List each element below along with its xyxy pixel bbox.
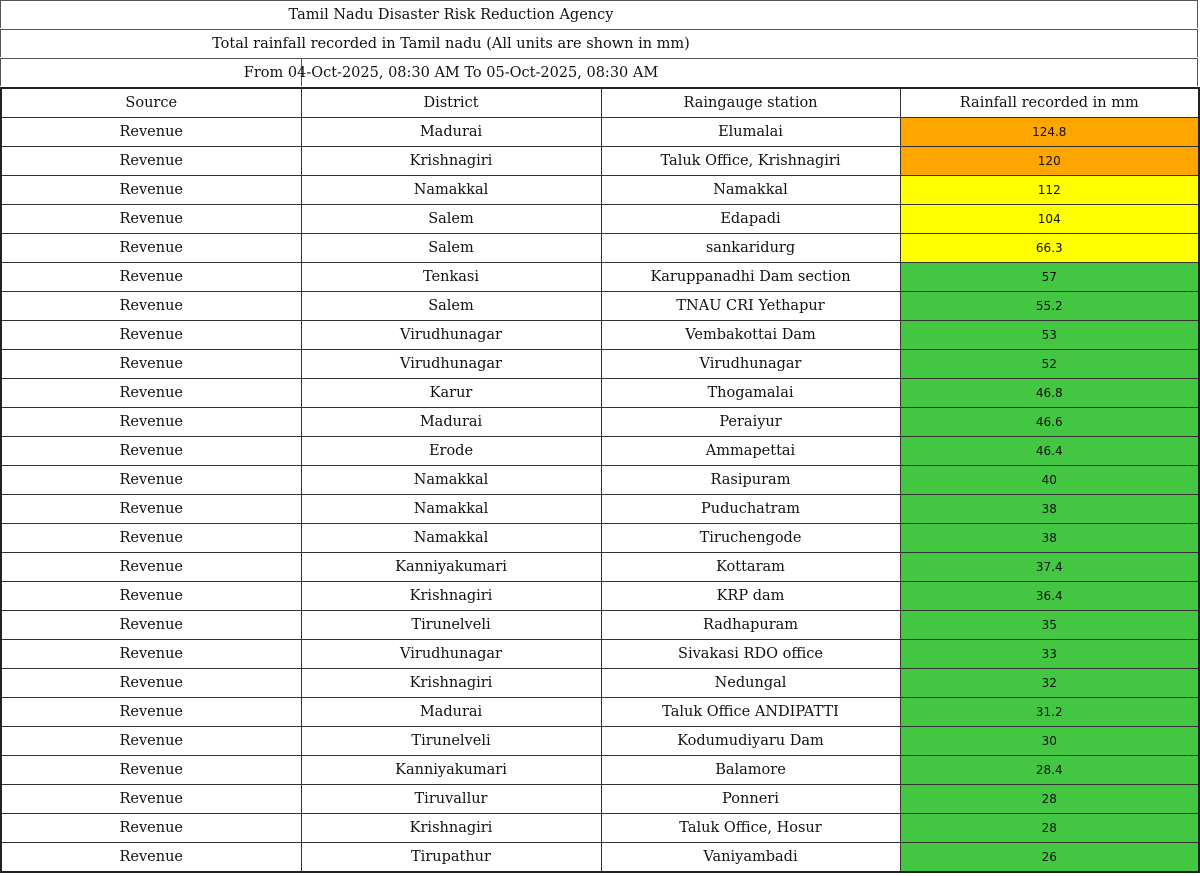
table-row [1, 350, 1199, 379]
table-row [1, 582, 1199, 611]
table-row [1, 698, 1199, 727]
table-row [1, 495, 1199, 524]
district-cell: Krishnagiri [301, 814, 601, 843]
district-cell: Namakkal [301, 176, 601, 205]
station-cell: Thogamalai [601, 379, 900, 408]
table-row [1, 176, 1199, 205]
table-row [1, 756, 1199, 785]
station-cell: Edapadi [601, 205, 900, 234]
table-body [1, 118, 1199, 873]
district-cell: Tirunelveli [301, 611, 601, 640]
station-cell: Nedungal [601, 669, 900, 698]
rainfall-cell: 104 [900, 205, 1199, 234]
table-row [1, 147, 1199, 176]
rainfall-cell: 57 [900, 263, 1199, 292]
rainfall-cell: 53 [900, 321, 1199, 350]
station-cell: Radhapuram [601, 611, 900, 640]
rainfall-cell: 26 [900, 843, 1199, 873]
rainfall-cell: 35 [900, 611, 1199, 640]
source-cell: Revenue [1, 379, 301, 408]
station-cell: Namakkal [601, 176, 900, 205]
station-cell: Balamore [601, 756, 900, 785]
station-cell: Taluk Office, Krishnagiri [601, 147, 900, 176]
rainfall-cell: 28 [900, 785, 1199, 814]
source-cell: Revenue [1, 234, 301, 263]
station-cell: Kodumudiyaru Dam [601, 727, 900, 756]
table-header-row [1, 88, 1199, 118]
table-row [1, 408, 1199, 437]
district-cell: Tenkasi [301, 263, 601, 292]
district-cell: Krishnagiri [301, 669, 601, 698]
rainfall-cell: 31.2 [900, 698, 1199, 727]
station-cell: Elumalai [601, 118, 900, 147]
table-row [1, 611, 1199, 640]
station-cell: Ponneri [601, 785, 900, 814]
report-period: From 04-Oct-2025, 08:30 AM To 05-Oct-2025, 08:30 AM [243, 65, 659, 81]
source-cell: Revenue [1, 727, 301, 756]
station-cell: sankaridurg [601, 234, 900, 263]
station-cell: Kottaram [601, 553, 900, 582]
source-cell: Revenue [1, 292, 301, 321]
source-cell: Revenue [1, 437, 301, 466]
district-cell: Karur [301, 379, 601, 408]
source-cell: Revenue [1, 756, 301, 785]
source-cell: Revenue [1, 118, 301, 147]
rainfall-cell: 124.8 [900, 118, 1199, 147]
source-cell: Revenue [1, 640, 301, 669]
rainfall-cell: 38 [900, 495, 1199, 524]
rainfall-cell: 36.4 [900, 582, 1199, 611]
station-cell: Vaniyambadi [601, 843, 900, 873]
station-cell: Peraiyur [601, 408, 900, 437]
source-cell: Revenue [1, 466, 301, 495]
station-cell: Tiruchengode [601, 524, 900, 553]
table-row [1, 118, 1199, 147]
source-cell: Revenue [1, 408, 301, 437]
station-cell: Taluk Office, Hosur [601, 814, 900, 843]
col-header-district: District [301, 88, 601, 118]
source-cell: Revenue [1, 669, 301, 698]
rainfall-cell: 66.3 [900, 234, 1199, 263]
col-header-rainfall: Rainfall recorded in mm [900, 88, 1199, 118]
table-row [1, 553, 1199, 582]
district-cell: Tirunelveli [301, 727, 601, 756]
rainfall-cell: 37.4 [900, 553, 1199, 582]
district-cell: Namakkal [301, 524, 601, 553]
rainfall-cell: 40 [900, 466, 1199, 495]
rainfall-cell: 28 [900, 814, 1199, 843]
agency-title-row [0, 0, 1198, 28]
agency-title: Tamil Nadu Disaster Risk Reduction Agency [288, 7, 614, 23]
source-cell: Revenue [1, 582, 301, 611]
table-row [1, 640, 1199, 669]
table-row [1, 843, 1199, 873]
district-cell: Kanniyakumari [301, 553, 601, 582]
report-period-row [0, 58, 1198, 86]
report-subtitle: Total rainfall recorded in Tamil nadu (All units are shown in mm) [212, 36, 690, 52]
rainfall-table [0, 87, 1200, 873]
station-cell: Puduchatram [601, 495, 900, 524]
district-cell: Erode [301, 437, 601, 466]
district-cell: Virudhunagar [301, 350, 601, 379]
district-cell: Tirupathur [301, 843, 601, 873]
rainfall-cell: 46.4 [900, 437, 1199, 466]
station-cell: Virudhunagar [601, 350, 900, 379]
source-cell: Revenue [1, 814, 301, 843]
district-cell: Salem [301, 234, 601, 263]
table-row [1, 292, 1199, 321]
table-row [1, 466, 1199, 495]
district-cell: Virudhunagar [301, 321, 601, 350]
rainfall-cell: 112 [900, 176, 1199, 205]
source-cell: Revenue [1, 524, 301, 553]
rainfall-cell: 33 [900, 640, 1199, 669]
source-cell: Revenue [1, 698, 301, 727]
rainfall-cell: 28.4 [900, 756, 1199, 785]
rainfall-cell: 46.8 [900, 379, 1199, 408]
district-cell: Krishnagiri [301, 582, 601, 611]
source-cell: Revenue [1, 205, 301, 234]
district-cell: Madurai [301, 118, 601, 147]
source-cell: Revenue [1, 147, 301, 176]
rainfall-cell: 32 [900, 669, 1199, 698]
district-cell: Tiruvallur [301, 785, 601, 814]
station-cell: Rasipuram [601, 466, 900, 495]
table-row [1, 437, 1199, 466]
table-row [1, 785, 1199, 814]
station-cell: Vembakottai Dam [601, 321, 900, 350]
report-subtitle-row [0, 29, 1198, 57]
district-cell: Namakkal [301, 466, 601, 495]
source-cell: Revenue [1, 553, 301, 582]
table-row [1, 321, 1199, 350]
col-header-station: Raingauge station [601, 88, 900, 118]
station-cell: Taluk Office ANDIPATTI [601, 698, 900, 727]
source-cell: Revenue [1, 321, 301, 350]
table-row [1, 669, 1199, 698]
station-cell: Karuppanadhi Dam section [601, 263, 900, 292]
district-cell: Madurai [301, 408, 601, 437]
table-row [1, 263, 1199, 292]
station-cell: Ammapettai [601, 437, 900, 466]
source-cell: Revenue [1, 263, 301, 292]
table-row [1, 234, 1199, 263]
district-cell: Salem [301, 205, 601, 234]
district-cell: Madurai [301, 698, 601, 727]
district-cell: Krishnagiri [301, 147, 601, 176]
district-cell: Namakkal [301, 495, 601, 524]
table-row [1, 814, 1199, 843]
station-cell: Sivakasi RDO office [601, 640, 900, 669]
source-cell: Revenue [1, 350, 301, 379]
rainfall-cell: 120 [900, 147, 1199, 176]
source-cell: Revenue [1, 176, 301, 205]
district-cell: Kanniyakumari [301, 756, 601, 785]
rainfall-cell: 52 [900, 350, 1199, 379]
station-cell: KRP dam [601, 582, 900, 611]
station-cell: TNAU CRI Yethapur [601, 292, 900, 321]
district-cell: Salem [301, 292, 601, 321]
source-cell: Revenue [1, 611, 301, 640]
rainfall-cell: 46.6 [900, 408, 1199, 437]
source-cell: Revenue [1, 785, 301, 814]
rainfall-cell: 55.2 [900, 292, 1199, 321]
rainfall-cell: 38 [900, 524, 1199, 553]
table-row [1, 524, 1199, 553]
source-cell: Revenue [1, 843, 301, 873]
col-header-source: Source [1, 88, 301, 118]
district-cell: Virudhunagar [301, 640, 601, 669]
rainfall-cell: 30 [900, 727, 1199, 756]
table-row [1, 379, 1199, 408]
source-cell: Revenue [1, 495, 301, 524]
table-row [1, 205, 1199, 234]
table-row [1, 727, 1199, 756]
